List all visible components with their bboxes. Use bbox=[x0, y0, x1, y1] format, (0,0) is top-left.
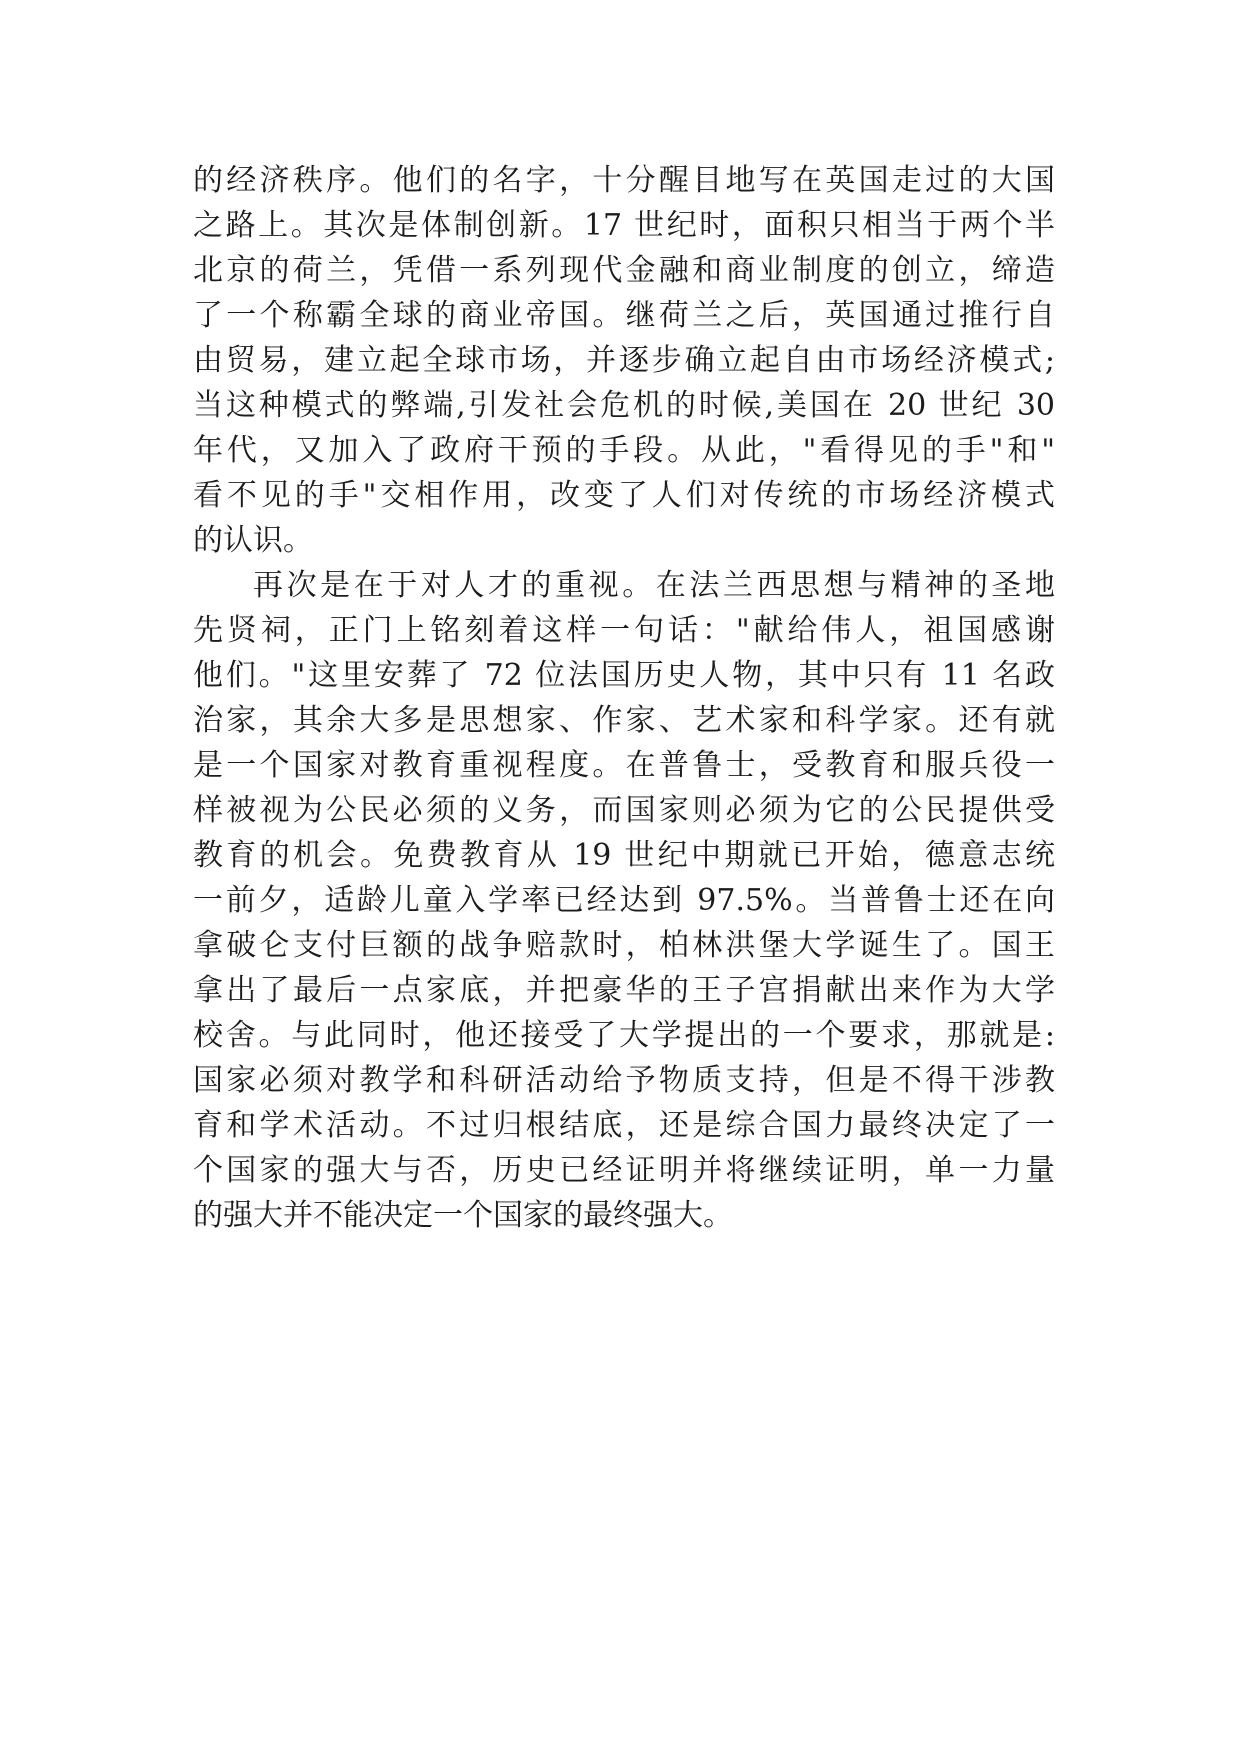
text-line: 个国家的强大与否，历史已经证明并将继续证明，单一力量 bbox=[193, 1153, 1055, 1188]
text-line: 的认识。 bbox=[193, 523, 313, 558]
text-line: 国家必须对教学和科研活动给予物质支持，但是不得干涉教 bbox=[193, 1063, 1055, 1098]
text-line: 先贤祠，正门上铭刻着这样一句话："献给伟人，祖国感谢 bbox=[193, 613, 1055, 648]
text-line: 之路上。其次是体制创新。17 世纪时，面积只相当于两个半 bbox=[193, 208, 1055, 243]
text-line: 样被视为公民必须的义务，而国家则必须为它的公民提供受 bbox=[193, 793, 1055, 828]
text-line: 由贸易，建立起全球市场，并逐步确立起自由市场经济模式; bbox=[193, 343, 1055, 378]
text-line: 治家，其余大多是思想家、作家、艺术家和科学家。还有就 bbox=[193, 703, 1055, 738]
text-line: 了一个称霸全球的商业帝国。继荷兰之后，英国通过推行自 bbox=[193, 298, 1055, 333]
paragraph bbox=[193, 158, 1055, 563]
text-line: 他们。"这里安葬了 72 位法国历史人物，其中只有 11 名政 bbox=[193, 658, 1055, 693]
text-line: 教育的机会。免费教育从 19 世纪中期就已开始，德意志统 bbox=[193, 838, 1055, 873]
text-line: 拿破仑支付巨额的战争赔款时，柏林洪堡大学诞生了。国王 bbox=[193, 928, 1055, 963]
text-line: 再次是在于对人才的重视。在法兰西思想与精神的圣地 bbox=[253, 568, 1055, 603]
paragraph bbox=[193, 563, 1055, 1238]
text-line: 北京的荷兰，凭借一系列现代金融和商业制度的创立，缔造 bbox=[193, 253, 1055, 288]
text-line: 一前夕，适龄儿童入学率已经达到 97.5%。当普鲁士还在向 bbox=[193, 883, 1055, 918]
text-line: 当这种模式的弊端,引发社会危机的时候,美国在 20 世纪 30 bbox=[193, 388, 1055, 423]
text-line: 是一个国家对教育重视程度。在普鲁士，受教育和服兵役一 bbox=[193, 748, 1055, 783]
text-line: 的经济秩序。他们的名字，十分醒目地写在英国走过的大国 bbox=[193, 163, 1055, 198]
text-line: 育和学术活动。不过归根结底，还是综合国力最终决定了一 bbox=[193, 1108, 1055, 1143]
text-line: 年代，又加入了政府干预的手段。从此，"看得见的手"和" bbox=[193, 433, 1055, 468]
text-line: 拿出了最后一点家底，并把豪华的王子宫捐献出来作为大学 bbox=[193, 973, 1055, 1008]
text-line: 校舍。与此同时，他还接受了大学提出的一个要求，那就是: bbox=[193, 1018, 1055, 1053]
body-text bbox=[193, 158, 1055, 1238]
text-line: 看不见的手"交相作用，改变了人们对传统的市场经济模式 bbox=[193, 478, 1055, 513]
text-line: 的强大并不能决定一个国家的最终强大。 bbox=[193, 1198, 733, 1233]
